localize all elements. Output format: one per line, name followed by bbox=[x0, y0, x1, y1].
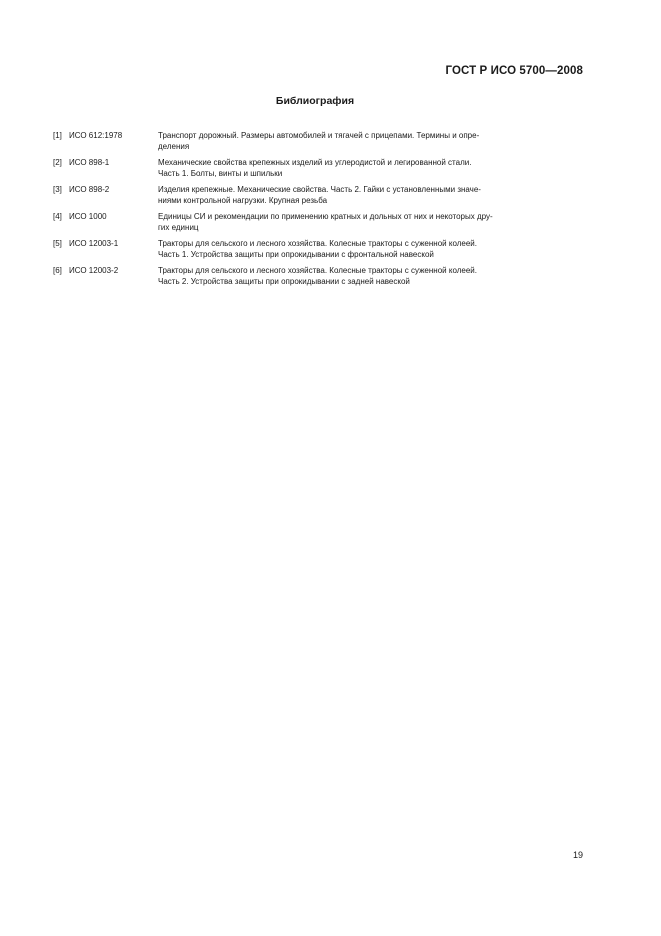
entry-description-line: Тракторы для сельского и лесного хозяйства. Колесные тракторы с суженной колеей. bbox=[158, 266, 477, 275]
entry-standard-code: ИСО 1000 bbox=[69, 212, 107, 221]
entry-standard-code: ИСО 898-1 bbox=[69, 158, 110, 167]
entry-description bbox=[158, 157, 576, 179]
entry-description-line: ниями контрольной нагрузки. Крупная резьба bbox=[158, 196, 328, 205]
entry-description bbox=[158, 211, 576, 233]
entry-description-line: Часть 1. Болты, винты и шпильки bbox=[158, 169, 283, 178]
entry-description-line: Транспорт дорожный. Размеры автомобилей и тягачей с прицепами. Термины и опре- bbox=[158, 131, 480, 140]
entry-number: [2] bbox=[53, 158, 62, 167]
entry-description-line: Часть 1. Устройства защиты при опрокидывании с фронтальной навеской bbox=[158, 250, 434, 259]
bibliography-entry bbox=[53, 184, 576, 206]
entry-description-line: Тракторы для сельского и лесного хозяйства. Колесные тракторы с суженной колеей. bbox=[158, 239, 477, 248]
entry-description bbox=[158, 238, 576, 260]
entry-standard-code: ИСО 12003-2 bbox=[69, 266, 119, 275]
entry-description-line: Единицы СИ и рекомендации по применению кратных и дольных от них и некоторых дру- bbox=[158, 212, 493, 221]
entry-number: [6] bbox=[53, 266, 62, 275]
entry-standard-code: ИСО 12003-1 bbox=[69, 239, 119, 248]
entry-description-line: Механические свойства крепежных изделий из углеродистой и легированной стали. bbox=[158, 158, 472, 167]
entry-description bbox=[158, 184, 576, 206]
entry-description-line: Изделия крепежные. Механические свойства. Часть 2. Гайки с установленными значе- bbox=[158, 185, 481, 194]
bibliography-entry bbox=[53, 238, 576, 260]
entry-description-line: Часть 2. Устройства защиты при опрокидывании с задней навеской bbox=[158, 277, 410, 286]
entry-description bbox=[158, 265, 576, 287]
entry-description bbox=[158, 130, 576, 152]
bibliography-entry bbox=[53, 211, 576, 233]
bibliography-entry bbox=[53, 265, 576, 287]
entry-number: [4] bbox=[53, 212, 62, 221]
entry-standard-code: ИСО 612:1978 bbox=[69, 131, 123, 140]
entry-description-line: гих единиц bbox=[158, 223, 199, 232]
bibliography-list bbox=[53, 130, 576, 292]
page-number: 19 bbox=[572, 850, 583, 860]
document-code-header: ГОСТ Р ИСО 5700—2008 bbox=[445, 65, 583, 77]
entry-number: [5] bbox=[53, 239, 62, 248]
entry-number: [1] bbox=[53, 131, 62, 140]
bibliography-title: Библиография bbox=[275, 95, 355, 107]
entry-standard-code: ИСО 898-2 bbox=[69, 185, 110, 194]
entry-number: [3] bbox=[53, 185, 62, 194]
bibliography-entry bbox=[53, 130, 576, 152]
bibliography-entry bbox=[53, 157, 576, 179]
entry-description-line: деления bbox=[158, 142, 190, 151]
